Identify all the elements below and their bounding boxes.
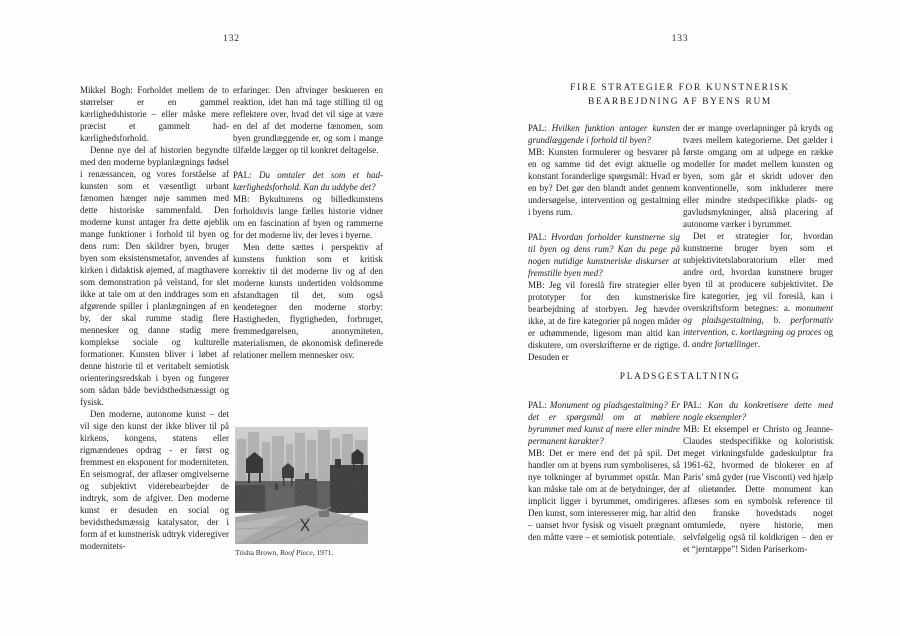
text-segment: Roof Piece <box>279 548 313 557</box>
photo-caption <box>235 548 380 557</box>
text-segment: PAL: <box>683 400 708 410</box>
paragraph: Men dette sættes i perspektiv af kunstens funktion som et kritisk korrektiv til det moderne liv og af den moderne kunsts undertiden voldsomme afstandtagen til det, som også kendetegner den moderne storby: Hastigheden, flygtigheden, forbruget, fremmedgørelsen, anonymiteten, materialismen, de økonomisk definerede relationer mellem mennesker osv. <box>233 242 383 360</box>
text-segment: Hvilken funktion antager kunsten grundlæggende i forhold til byen? <box>528 123 680 145</box>
dialog-answer: MB: Et eksempel er Christo og Jeanne-Claudes stedspecifikke og koloristisk meget virkningsfulde gadeskulptur fra 1961-62, hvormed de blokerer en af Paris’ små gyder (rue Visconti) ved hjælp af olietønder. Dette monument kan aflæses som en symbolsk reference til den franske hovedstads noget omtumlede, nyere historie, men selvfølgelig også til koldkrigen – den er et “jerntæppe”! Siden Pariserkom- <box>683 424 833 554</box>
rooftop-scene <box>235 427 368 544</box>
text-segment: Du omtaler det som et had-kærlighedsforhold. Kan du uddybe det? <box>233 170 383 192</box>
text-segment: PAL: <box>233 170 259 180</box>
right-page-column-1-lower <box>528 399 680 543</box>
dialog-question <box>233 169 383 193</box>
text-segment: , c. <box>726 327 741 337</box>
dialog-answer: MB: Kunsten formulerer og besvarer på en og samme tid det evigt aktuelle og konstant foranderlige spørgsmål: Hvad er en by? Det gør den blandt andet gennem undersøgelse, intervention og gestaltning i byens rum. <box>528 147 680 217</box>
text-segment: Trisha Brown, <box>235 548 280 557</box>
text-segment: PAL: <box>528 232 552 242</box>
paragraph: Denne nye del af historien begyndte med den moderne byplanlægnings fødsel i renæssancen, og vores forståelse af kunsten som et væsentligt urbant fænomen hænger nøje sammen med dette historiske sammenfald. Den moderne kunst antager fra dette øjeblik mange funktioner i forhold til byen og dens rum: Den skildrer byen, bruger byen som eksistensmetafor, anvendes af kirken i didaktisk øjemed, af magthavere som demonstration på velstand, for slet ikke at tale om at den inddrages som en afgørende spiller i planlægningen af en by, der skal rumme stadig flere mennesker og danne stadig mere komplekse sociale og kulturelle formationer. Kunsten bliver i løbet af denne historie til et veritabelt semiotisk orienteringsredskab i byen og fungerer som sådan både bevidsthedsmæssigt og fysisk. <box>80 145 229 407</box>
text-segment: og d. <box>683 327 834 349</box>
left-page-column-2 <box>233 84 383 361</box>
paragraph: Den moderne, autonome kunst – det vil sige den kunst der ikke bliver til på kirkens, kongens, statens eller rigmændenes opdrag - er først og fremmest en eksponent for moderniteten. En seismograf, der aflæser omgivelserne og subjektivt viderebearbejder de indtryk, som de afgiver. Den moderne kunst er desuden en social og bevidsthedsmæssig katalysator, der i form af et kunstnerisk udtryk videregiver modernitets- <box>80 409 229 551</box>
text-segment: . <box>757 339 761 349</box>
text-segment: PAL: <box>528 123 552 133</box>
roof-piece-photo <box>235 427 368 544</box>
text-segment: performativ intervention <box>683 315 833 337</box>
left-page-column-1 <box>80 84 229 552</box>
dialog-question <box>528 231 680 279</box>
paragraph: Mikkel Bogh: Forholdet mellem de to størrelser er en gammel kærlighedshistorie – eller måske mere præcist et gammelt had-kærlighedsforhold. <box>80 85 229 143</box>
paragraph <box>683 230 833 350</box>
dialog-answer: MB: Det er mere end det på spil. Det handler om at byens rum symboliseres, så nye tolkninger af byrummet opstår. Man kan måske tale om at de betydninger, der implicit ligger i byrummet, omdirigeres. Den kunst, som interesserer mig, har altid – uanset hvor fysisk og visuelt prægnant den måtte være – et semiotisk potentiale. <box>528 448 680 542</box>
paragraph: erfaringer. Den aftvinger beskueren en reaktion, idet han må tage stilling til og reflektere over, hvad det vil sige at være en del af det moderne fænomen, som byen grundlæggende er, og som i mange tilfælde lægger op til konkret deltagelse. <box>233 85 383 155</box>
text-segment: Det er strategier for, hvordan kunstnerne bruger byen som et subjektivitetslaboratorium eller med andre ord, hvordan kunstnere bruger byen til at producere subjektivitet. De fire kategorier, jeg vil foreslå, kan i overskriftsform betegnes: a. <box>683 231 833 313</box>
text-segment: Kan du konkretisere dette med nogle eksempler? <box>683 400 833 422</box>
text-segment: , b. <box>761 315 791 325</box>
text-segment: Hvordan forholder kunstnerne sig til byen og dens rum? Kan du pege på nogen nutidige kunstneriske diskurser at fremstille byen med? <box>528 232 680 278</box>
photo-grain <box>235 427 368 544</box>
text-segment: andre fortællinger <box>692 339 758 349</box>
page-number-133: 133 <box>671 34 689 44</box>
right-page-column-1-upper <box>528 122 680 363</box>
text-segment: monument og pladsgestaltning <box>683 303 833 325</box>
page-number-132: 132 <box>223 34 240 44</box>
text-segment: , 1971. <box>312 548 334 557</box>
section-heading: PLADSGESTALTNING <box>619 372 741 382</box>
paragraph: der er mange overlapninger på kryds og tværs mellem kategorierne. Det gælder i første omgang om at udpege en række modeller for mødet mellem kunsten og byen, som går et skridt udover den konventionelle, som inkluderer mere eller mindre stedspecifikke plads- og gavludsmykninger, altså placering af autonome værker i byrummet. <box>683 123 833 229</box>
right-page-column-2-lower <box>683 399 833 555</box>
dialog-answer: MB: Bykulturens og billedkunstens forholdsvis lange fælles historie vidner om en fascination af byen og rammerne for det moderne liv, der leves i byerne. <box>233 194 383 240</box>
dialog-question <box>528 122 680 146</box>
dialog-question <box>528 399 680 447</box>
text-segment: Monument og pladsgestaltning? Er det er spørgsmål om at møblere byrummet med kunst af mere eller mindre permanent karakter? <box>528 400 680 446</box>
text-segment: PAL: <box>528 400 550 410</box>
dialog-answer: MB: Jeg vil foreslå fire strategier eller prototyper for den kunstneriske bearbejdning af storbyen. Jeg hævder ikke, at de fire kategorier på nogen måder er udtømmende, ligesom man altid kan diskutere, om overskrifterne er de rigtige. Desuden er <box>528 280 680 362</box>
right-page-column-2-upper <box>683 122 833 350</box>
dialog-question <box>683 399 833 423</box>
chapter-heading: FIRE STRATEGIER FOR KUNSTNERISK BEARBEJDNING AF BYENS RUM <box>570 83 790 107</box>
text-segment: kortlægning og proces <box>740 327 822 337</box>
